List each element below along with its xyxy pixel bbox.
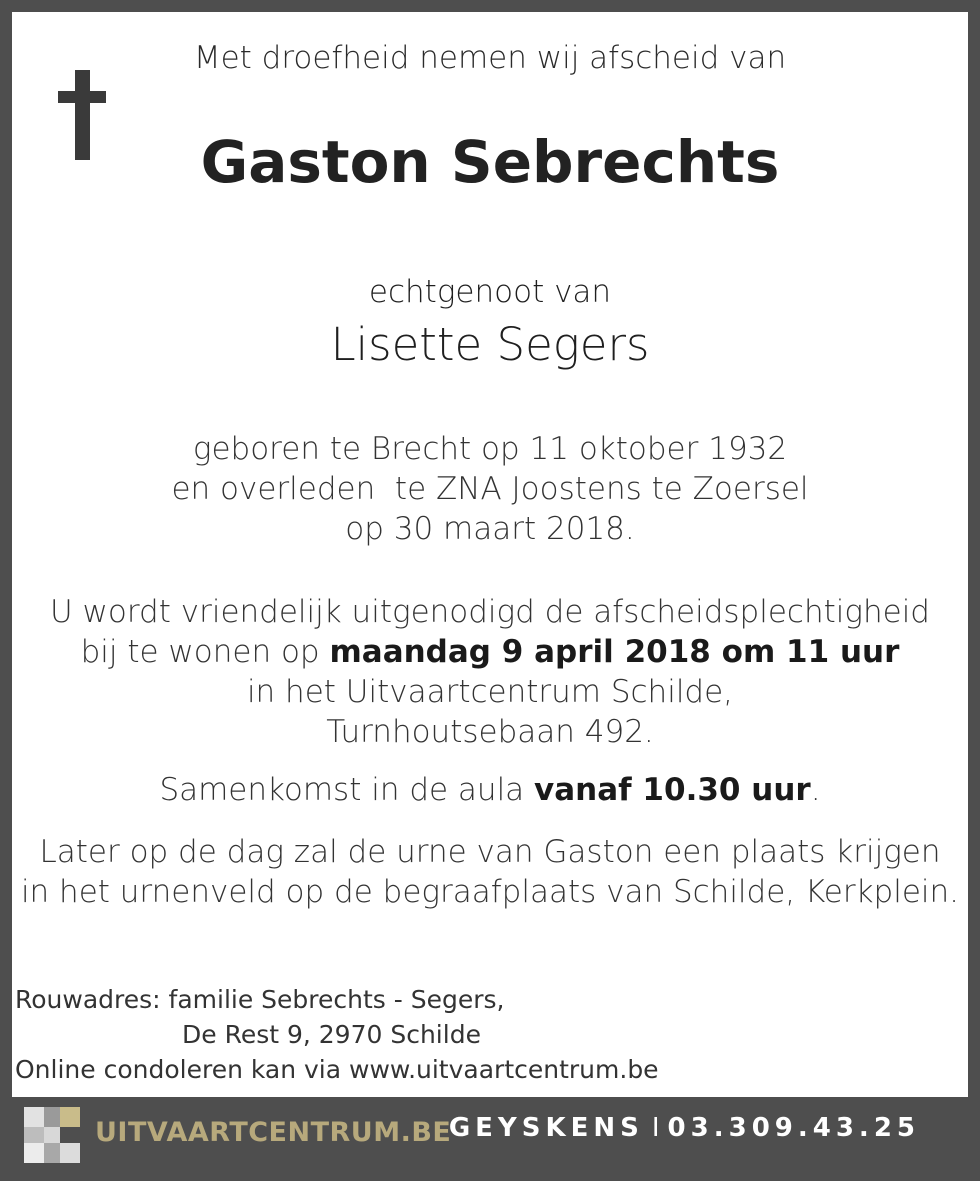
born-line-2: en overleden te ZNA Joostens te Zoersel bbox=[171, 471, 809, 507]
born-line-3: op 30 maart 2018. bbox=[345, 511, 635, 547]
company-contact bbox=[449, 1113, 920, 1143]
meet-time: vanaf 10.30 uur bbox=[534, 772, 811, 808]
urn-info bbox=[12, 832, 968, 912]
invite-line-2 bbox=[12, 632, 968, 672]
condolence-line[interactable]: Online condoleren kan via www.uitvaartcentrum.be bbox=[15, 1055, 659, 1084]
invite-line-1: U wordt vriendelijk uitgenodigd de afscheidsplechtigheid bbox=[49, 594, 930, 630]
uitvaartcentrum-logo-icon bbox=[24, 1107, 80, 1163]
address-line-2: De Rest 9, 2970 Schilde bbox=[182, 1020, 481, 1049]
born-line-1: geboren te Brecht op 11 oktober 1932 bbox=[192, 431, 788, 467]
invite-line-3: in het Uitvaartcentrum Schilde, bbox=[246, 674, 734, 710]
separator: I bbox=[651, 1113, 660, 1143]
later-line-1: Later op de dag zal de urne van Gaston een plaats krijgen bbox=[39, 834, 941, 870]
meet-period: . bbox=[810, 772, 821, 808]
meet-text: Samenkomst in de aula bbox=[159, 772, 535, 808]
birth-death-info bbox=[12, 429, 968, 549]
company-name: GEYSKENS bbox=[448, 1113, 644, 1143]
ceremony-invitation bbox=[12, 592, 968, 752]
invite-line-2-text: bij te wonen op bbox=[80, 634, 330, 670]
invite-line-4: Turnhoutsebaan 492. bbox=[326, 714, 654, 750]
spouse-name: Lisette Segers bbox=[330, 318, 650, 371]
gathering-info bbox=[12, 772, 968, 808]
obituary-card bbox=[12, 12, 968, 1097]
later-line-2: in het urnenveld op de begraafplaats van Schilde, Kerkplein. bbox=[20, 874, 960, 910]
address-line-1: Rouwadres: familie Sebrechts - Segers, bbox=[15, 985, 505, 1014]
ceremony-datetime: maandag 9 april 2018 om 11 uur bbox=[329, 634, 900, 670]
deceased-name: Gaston Sebrechts bbox=[200, 128, 780, 196]
intro-text: Met droefheid nemen wij afscheid van bbox=[193, 40, 787, 76]
footer-bar bbox=[0, 1097, 980, 1181]
phone-number[interactable]: 03.309.43.25 bbox=[667, 1113, 920, 1143]
brand-link[interactable]: UITVAARTCENTRUM.BE bbox=[95, 1117, 452, 1148]
spouse-label: echtgenoot van bbox=[368, 274, 612, 310]
mourning-address bbox=[15, 982, 659, 1087]
